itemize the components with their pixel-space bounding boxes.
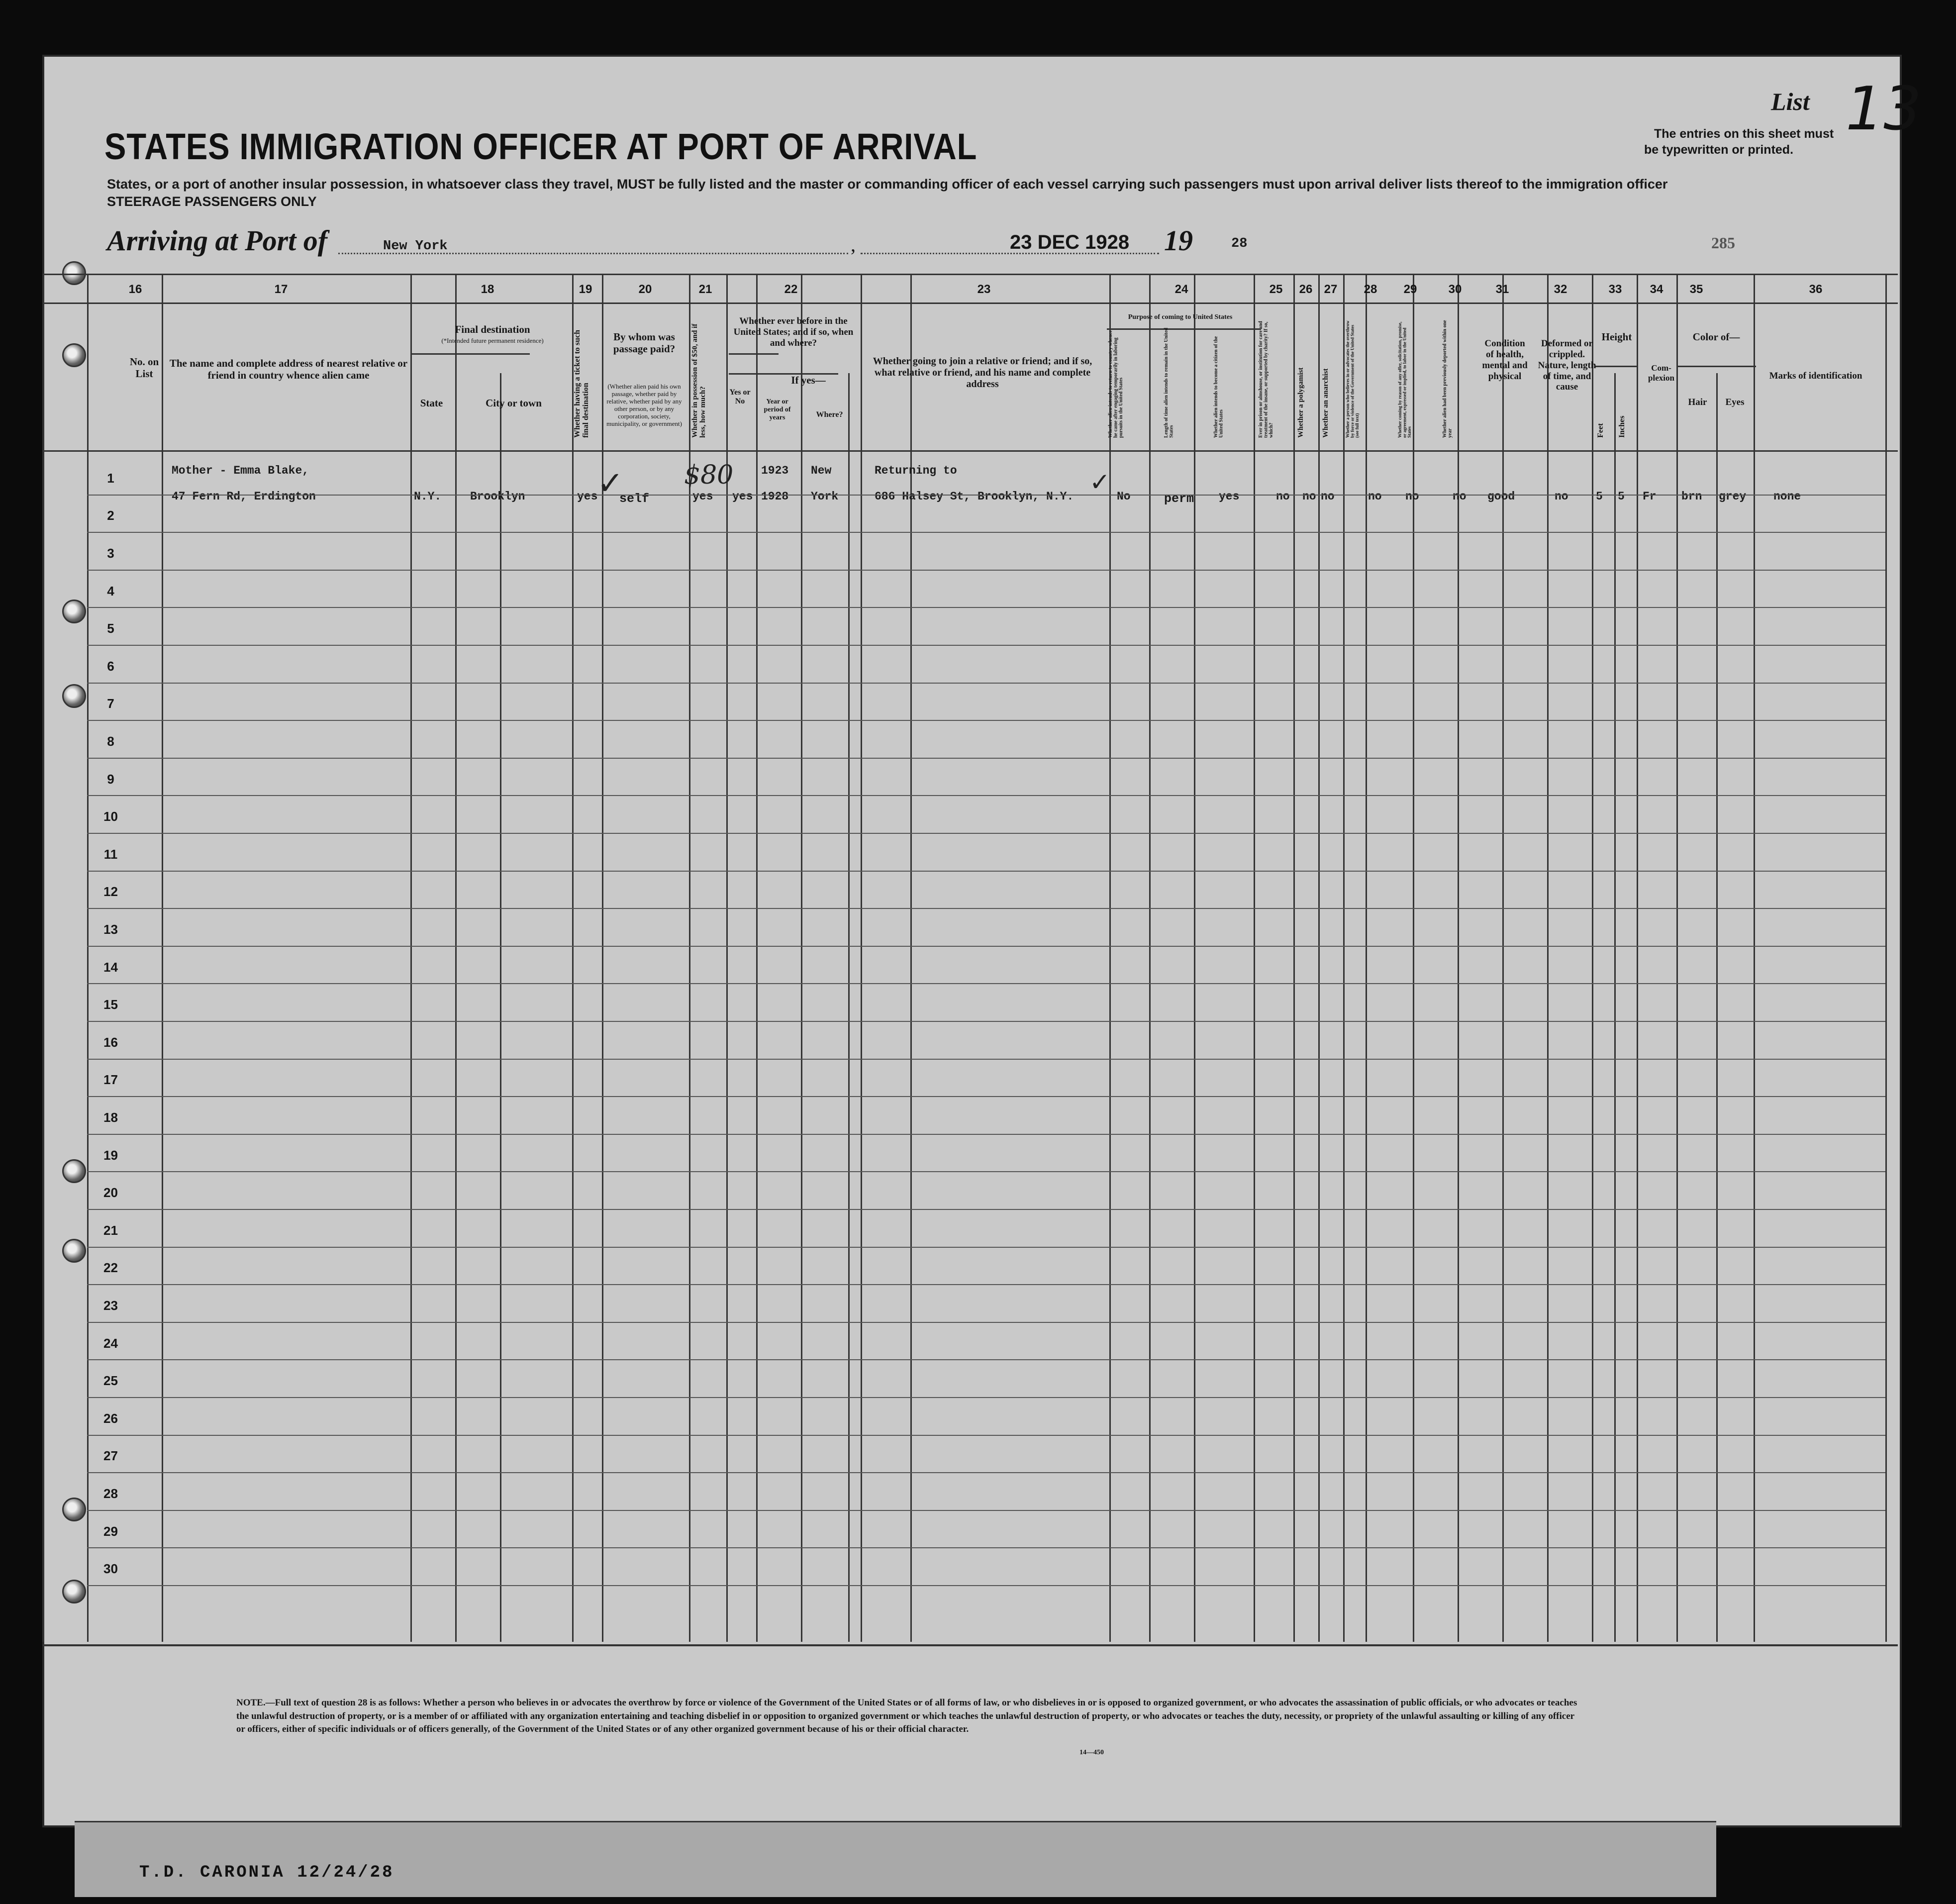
table-row [87,720,1885,721]
column-divider [1592,274,1593,1642]
column-number: 31 [1495,283,1509,296]
form-title: STATES IMMIGRATION OFFICER AT PORT OF ARRIVAL [104,126,978,167]
table-row [87,570,1885,571]
col20-header: By whom was passage paid? [613,331,676,355]
col34-header: Com-plexion [1648,363,1674,383]
row-number: 29 [103,1523,118,1539]
form-code: 14—450 [1079,1749,1104,1756]
column-number: 34 [1650,283,1663,296]
column-divider [848,373,850,1642]
row-number: 2 [107,508,114,523]
col18-state: State [420,397,443,409]
table-row [87,1059,1885,1060]
row-number: 12 [103,884,118,900]
column-divider [756,274,758,1642]
col24b-header: Length of time alien intends to remain in the United States [1164,327,1174,438]
col22-ifyes: If yes— [791,374,826,386]
sheet-stub [75,1821,1716,1897]
row-number: 1 [107,470,114,486]
joining-line1: Returning to [875,464,957,477]
citizen-value: yes [1219,490,1240,503]
col33-inches: Inches [1618,415,1626,438]
table-row [87,758,1885,759]
row-number: 16 [103,1034,118,1050]
row-number: 18 [103,1110,118,1125]
col30-header: Whether alien had been previously deported within one year [1442,320,1453,438]
col21-header: Whether in possession of $50, and if less, how much? [691,323,707,438]
column-number: 29 [1403,283,1417,296]
column-divider [1502,274,1504,1642]
column-number: 24 [1174,283,1188,296]
column-divider [861,274,862,1642]
deformed-value: no [1555,490,1568,503]
page-code: 285 [1711,234,1735,252]
row-number: 4 [107,583,114,599]
column-divider [1754,274,1755,1642]
where-line1: New [811,464,832,477]
column-divider [410,274,412,1642]
complexion-value: Fr [1643,490,1657,503]
footnote-q28: NOTE.—Full text of question 28 is as follows: Whether a person who believes in or advocates the overthrow by force or violence of the Government of the United States or of all forms of law, or who disbelieves in or is opposed to organized government, or who advocates the assassination of public officials, or who advocates or teaches the unlawful destruction of property, or is a member of or affiliated with any organization entertaining and teaching disbelief in or opposition to organized government or which teaches the unlawful destruction of property, or who advocates or teaches the duty, necessity, or propriety of the unlawful assaulting or killing of any officer or officers, either of specific individuals or of officers generally, of the Government of the United States or of any other organized government because of his or their official character. [236,1698,1577,1735]
eyes-value: grey [1719,490,1747,503]
column-divider [1458,274,1459,1642]
check-mark: ✓ [597,465,624,502]
row-number: 22 [103,1260,118,1276]
table-row [87,645,1885,646]
column-number: 16 [128,283,142,296]
column-divider [1293,274,1295,1642]
header-rule [1676,366,1756,367]
col36-header: Marks of identification [1769,371,1862,381]
column-divider [1254,274,1255,1642]
header-rule [42,450,1898,452]
col28-header: Whether a person who believes in or advocates the overthrow by force or violence of the Government of the United States (see full text) [1345,320,1360,438]
row-number: 7 [107,696,114,711]
col16-header: No. on List [129,356,159,380]
row-number: 28 [103,1486,118,1501]
table-row [87,1096,1885,1097]
table-row [87,871,1885,872]
dest-state: N.Y. [414,490,442,503]
ticket-value: yes [577,490,598,503]
port-value: New York [383,239,448,254]
money-value: yes [692,490,713,503]
table-row [87,1510,1885,1511]
table-bottom-rule [42,1644,1898,1646]
row-number: 17 [103,1072,118,1088]
row-number: 24 [103,1335,118,1351]
column-divider [1885,274,1887,1642]
column-number: 19 [579,283,592,296]
column-number: 25 [1269,283,1283,296]
money-handwritten: $80 [684,460,734,490]
steerage-line: STEERAGE PASSENGERS ONLY [107,194,317,209]
relative-name: Mother - Emma Blake, [172,464,309,477]
row-number: 15 [103,997,118,1012]
row-number: 27 [103,1448,118,1464]
check-mark: ✓ [1089,468,1110,497]
table-row [87,1435,1885,1436]
manifest-table [42,274,1898,1642]
col22-year: Year or period of years [764,398,791,422]
row-number: 11 [103,846,118,862]
table-row [87,1585,1885,1586]
column-divider [1637,274,1638,1642]
comma: , [851,233,856,256]
column-divider [801,274,802,1642]
table-row [87,1209,1885,1210]
q29-value: no [1405,490,1419,503]
table-row [87,983,1885,984]
col27-header: Whether an anarchist [1322,368,1330,438]
col20-note: (Whether alien paid his own passage, whether paid by relative, whether paid by any other person, or by any corporation, society, municipality, or government) [606,383,682,427]
column-divider [1343,274,1345,1642]
column-number: 20 [638,283,652,296]
col31-header: Condition of health, mental and physical [1482,338,1528,382]
table-row [87,1322,1885,1323]
row-number: 25 [103,1373,118,1389]
col24-header: Purpose of coming to United States [1128,313,1233,321]
col33-header: Height [1601,331,1632,343]
year-suffix: 28 [1231,236,1248,251]
before-year1: 1923 [761,464,789,477]
height-feet: 5 [1596,490,1603,503]
table-row [87,1547,1885,1548]
row-number: 26 [103,1410,118,1426]
col33-feet: Feet [1596,423,1605,438]
row-number: 6 [107,658,114,674]
row-number: 20 [103,1185,118,1201]
header-rule [42,302,1898,304]
q28-value: no [1368,490,1382,503]
table-row [87,833,1885,834]
row-number: 5 [107,621,114,636]
list-note-line2: be typewritten or printed. [1644,143,1794,157]
row-number: 19 [103,1147,118,1163]
col24c-header: Whether alien intends to become a citizen of the United States [1213,336,1224,438]
column-divider [910,274,912,1642]
table-row [87,946,1885,947]
column-divider [1318,274,1320,1642]
dest-city: Brooklyn [470,490,525,503]
col23-header: Whether going to join a relative or friend; and if so, what relative or friend, and his name and complete address [873,356,1092,390]
before-year2: 1928 [761,490,789,503]
arriving-label: Arriving at Port of [107,224,328,257]
stub-label: T.D. CARONIA 12/24/28 [139,1863,394,1882]
table-row [87,1134,1885,1135]
list-number: 13 [1846,75,1922,144]
col22-yesno: Yes or No [729,388,751,406]
row-number: 10 [103,809,118,824]
column-divider [1413,274,1414,1642]
q30-value: no [1453,490,1467,503]
row-number: 21 [103,1222,118,1238]
hair-value: brn [1681,490,1702,503]
row-number: 13 [103,922,118,937]
return-temp-value: No [1117,490,1131,503]
col24a-header: Whether alien intends to return to country whence he came after engaging temporarily in laboring pursuits in the United States [1108,330,1124,438]
instructions-line: States, or a port of another insular possession, in whatsoever class they travel, MUST be fully listed and the master or commanding officer of each vessel carrying such passengers must upon arrival deliver lists thereof to the immigration officer [107,177,1668,192]
list-label: List [1771,88,1810,115]
header-rule [410,353,530,355]
length-value: perm [1164,492,1194,506]
marks-value: none [1773,490,1801,503]
col35-eyes: Eyes [1725,397,1745,407]
col35-hair: Hair [1688,397,1707,407]
column-divider [455,274,457,1642]
anarchist-value: no [1321,490,1335,503]
column-divider [1716,373,1718,1642]
paid-by-value: self [619,492,650,506]
table-row [87,1284,1885,1285]
column-number: 30 [1448,283,1462,296]
table-row [87,1247,1885,1248]
height-inches: 5 [1618,490,1625,503]
table-row [87,683,1885,684]
col35-header: Color of— [1692,331,1740,343]
column-divider [572,274,574,1642]
table-row [87,1171,1885,1172]
list-note-line1: The entries on this sheet must [1654,127,1834,141]
year-prefix: 19 [1164,224,1193,257]
table-row [87,795,1885,796]
column-number: 17 [274,283,288,296]
row-number: 30 [103,1561,118,1577]
col18-header: Final destination [455,323,530,335]
column-divider [1547,274,1549,1642]
header-rule [729,353,779,355]
date-stamp: 23 DEC 1928 [1010,231,1130,253]
col17-header: The name and complete address of nearest relative or friend in country whence alien came [169,357,408,382]
col25-header: Ever in prison or almshouse, or institution for care and treatment of the insane, or supported by charity? If so, which? [1258,321,1274,438]
col29-header: Whether coming by reason of any offer, solicitation, promise, or agreement, expressed or implied, to labor in the United States [1397,321,1412,438]
column-number: 26 [1299,283,1313,296]
header-rule [42,274,1898,275]
column-number: 22 [784,283,798,296]
table-row [87,1021,1885,1022]
column-divider [162,274,163,1642]
column-divider [1366,274,1367,1642]
before-yesno: yes [732,490,753,503]
table-row [87,532,1885,533]
row-number: 23 [103,1298,118,1313]
column-divider [1149,274,1151,1642]
column-number: 27 [1324,283,1338,296]
col22-header: Whether ever before in the United States; and if so, when and where? [733,316,854,348]
table-row [87,607,1885,608]
column-number: 33 [1608,283,1622,296]
col32-header: Deformed or crippled. Nature, length of time, and cause [1538,338,1596,393]
row-number: 3 [107,546,114,561]
col19-header: Whether having a ticket to such final destination [573,329,590,438]
column-number: 18 [481,283,494,296]
relative-address: 47 Fern Rd, Erdington [172,490,316,503]
table-row [87,1472,1885,1473]
col18-note: (*Intended future permanent residence) [441,337,544,344]
column-number: 32 [1554,283,1567,296]
row-number: 9 [107,771,114,787]
joining-line2: 686 Halsey St, Brooklyn, N.Y. [875,490,1074,503]
column-number: 28 [1364,283,1377,296]
health-value: good [1487,490,1515,503]
table-row [87,495,1885,496]
table-row [87,1397,1885,1398]
column-number: 35 [1689,283,1703,296]
column-divider [1614,373,1616,1642]
prison-value: no [1276,490,1290,503]
col22-where: Where? [816,410,843,419]
row-number: 14 [103,959,118,975]
column-number: 21 [698,283,712,296]
column-number: 23 [977,283,991,296]
table-row [87,908,1885,909]
column-divider [500,373,501,1642]
column-divider [1676,274,1678,1642]
col18-city: City or town [486,397,542,409]
table-row [87,1359,1885,1360]
col26-header: Whether a polygamist [1297,367,1305,438]
row-number: 8 [107,734,114,749]
where-line2: York [811,490,839,503]
polygamist-value: no [1302,490,1316,503]
header-rule [1594,366,1637,367]
column-number: 36 [1809,283,1823,296]
column-divider [42,274,44,1642]
column-divider [1194,274,1195,1642]
